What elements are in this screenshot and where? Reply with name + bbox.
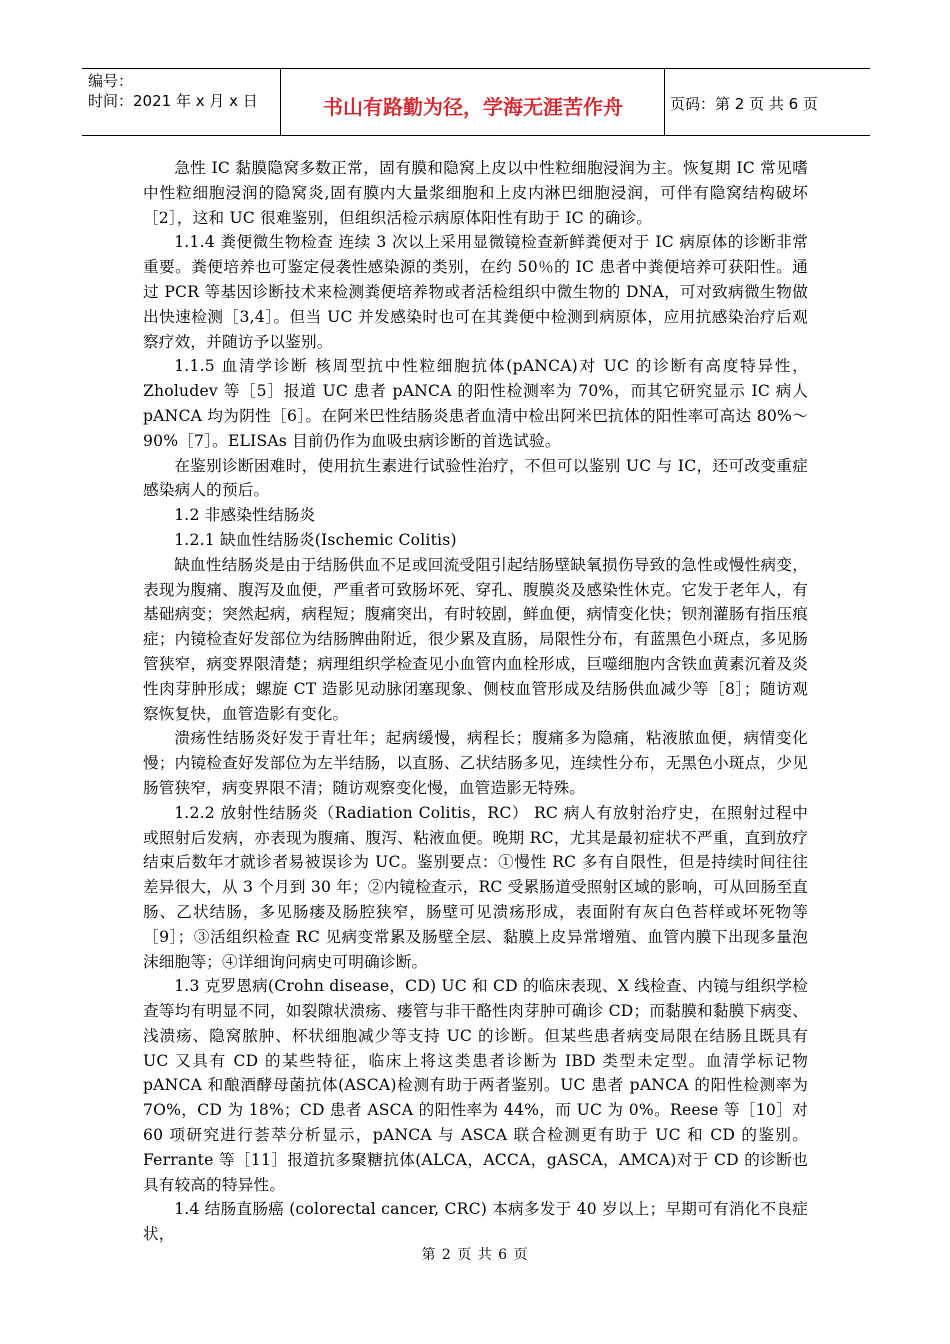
header-page-info: 页码：第 2 页 共 6 页: [670, 95, 818, 113]
paragraph: 1.4 结肠直肠癌 (colorectal cancer, CRC) 本病多发于 40 岁以上；早期可有消化不良症状，: [143, 1200, 808, 1244]
header-divider: [280, 69, 281, 135]
document-date: 时间：2021 年 x 月 x 日: [88, 92, 258, 110]
paragraph: 急性 IC 黏膜隐窝多数正常，固有膜和隐窝上皮以中性粒细胞浸润为主。恢复期 IC 常见嗜中性粒细胞浸润的隐窝炎,固有膜内大量浆细胞和上皮内淋巴细胞浸润，可伴有隐窝结构破坏［2］，这和 UC 很难鉴别，但组织活检示病原体阳性有助于 IC 的确诊。: [143, 159, 808, 227]
header-motto: 书山有路勤为径，学海无涯苦作舟: [323, 95, 623, 119]
paragraph: 在鉴别诊断困难时，使用抗生素进行试验性治疗，不但可以鉴别 UC 与 IC，还可改变重症感染病人的预后。: [143, 456, 808, 500]
section-heading: 1.2.1 缺血性结肠炎(Ischemic Colitis): [174, 530, 457, 549]
paragraph: 1.3 克罗恩病(Crohn disease，CD) UC 和 CD 的临床表现、X 线检查、内镜与组织学检查等均有明显不同，如裂隙状溃疡、瘘管与非干酪性肉芽肿可确诊 CD；而黏膜和黏膜下病变、浅溃疡、隐窝脓肿、杯状细胞减少等支持 UC 的诊断。但某些患者病变局限在结肠且既具有 UC 又具有 CD 的某些特征，临床上将这类患者诊断为 IBD 类型未定型。血清学标记物 pANCA 和酿酒酵母菌抗体(ASCA)检测有助于两者鉴别。UC 患者 pANCA 的阳性检测率为 7O%，CD 为 18%；CD 患者 ASCA 的阳性率为 44%，而 UC 为 0%。Reese 等［10］对 60 项研究进行荟萃分析显示，pANCA 与 ASCA 联合检测更有助于 UC 和 CD 的鉴别。Ferrante 等［11］报道抗多聚糖抗体(ALCA，ACCA，gASCA，AMCA)对于 CD 的诊断也具有较高的特异性。: [143, 977, 808, 1194]
paragraph: 1.1.4 粪便微生物检查 连续 3 次以上采用显微镜检查新鲜粪便对于 IC 病原体的诊断非常重要。粪便培养也可鉴定侵袭性感染源的类别，在约 50％的 IC 患者中粪便培养可获阳性。通过 PCR 等基因诊断技术来检测粪便培养物或者活检组织中微生物的 DNA，可对致病微生物做出快速检测［3,4］。但当 UC 并发感染时也可在其粪便中检测到病原体，应用抗感染治疗后观察疗效，并随访予以鉴别。: [143, 233, 808, 351]
paragraph: 缺血性结肠炎是由于结肠供血不足或回流受阻引起结肠壁缺氧损伤导致的急性或慢性病变，表现为腹痛、腹泻及血便，严重者可致肠坏死、穿孔、腹膜炎及感染性休克。它发于老年人，有基础病变；突然起病，病程短；腹痛突出，有时较剧，鲜血便，病情变化快；钡剂灌肠有指压痕症；内镜检查好发部位为结肠脾曲附近，很少累及直肠，局限性分布，有蓝黑色小斑点，多见肠管狭窄，病变界限清楚；病理组织学检查见小血管内血栓形成，巨噬细胞内含铁血黄素沉着及炎性肉芽肿形成；螺旋 CT 造影见动脉闭塞现象、侧枝血管形成及结肠供血减少等［8］；随访观察恢复快，血管造影有变化。: [143, 555, 808, 723]
page-header: [82, 68, 870, 136]
document-number-label: 编号：: [88, 72, 134, 90]
paragraph: 1.2.2 放射性结肠炎（Radiation Colitis，RC） RC 病人有放射治疗史，在照射过程中或照射后发病，亦表现为腹痛、腹泻、粘液血便。晚期 RC，尤其是最初症状不严重，直到放疗结束后数年才就诊者易被误诊为 UC。鉴别要点：①慢性 RC 多有自限性，但是持续时间往往差异很大，从 3 个月到 30 年；②内镜检查示，RC 受累肠道受照射区域的影响，可从回肠至直肠、乙状结肠，多见肠瘘及肠腔狭窄，肠壁可见溃疡形成，表面附有灰白色苔样或坏死物等［9］；③活组织检查 RC 见病变常累及肠壁全层、黏膜上皮异常增殖、血管内膜下出现多量泡沫细胞等；④详细询问病史可明确诊断。: [143, 803, 808, 971]
document-body: [143, 156, 808, 1247]
section-heading: 1.2 非感染性结肠炎: [174, 506, 316, 525]
paragraph: 溃疡性结肠炎好发于青壮年；起病缓慢，病程长；腹痛多为隐痛，粘液脓血便，病情变化慢；内镜检查好发部位为左半结肠，以直肠、乙状结肠多见，连续性分布，无黑色小斑点，少见肠管狭窄，病变界限不清；随访观察变化慢，血管造影无特殊。: [143, 729, 808, 797]
header-meta: [88, 71, 258, 111]
page-footer: 第 2 页 共 6 页: [421, 1247, 529, 1263]
header-divider: [664, 69, 665, 135]
paragraph: 1.1.5 血清学诊断 核周型抗中性粒细胞抗体(pANCA)对 UC 的诊断有高度特异性，Zholudev 等［5］报道 UC 患者 pANCA 的阳性检测率为 70%，而其它研究显示 IC 病人 pANCA 均为阴性［6］。在阿米巴性结肠炎患者血清中检出阿米巴抗体的阳性率可高达 80%～90%［7］。ELISAs 目前仍作为血吸虫病诊断的首选试验。: [143, 357, 808, 450]
